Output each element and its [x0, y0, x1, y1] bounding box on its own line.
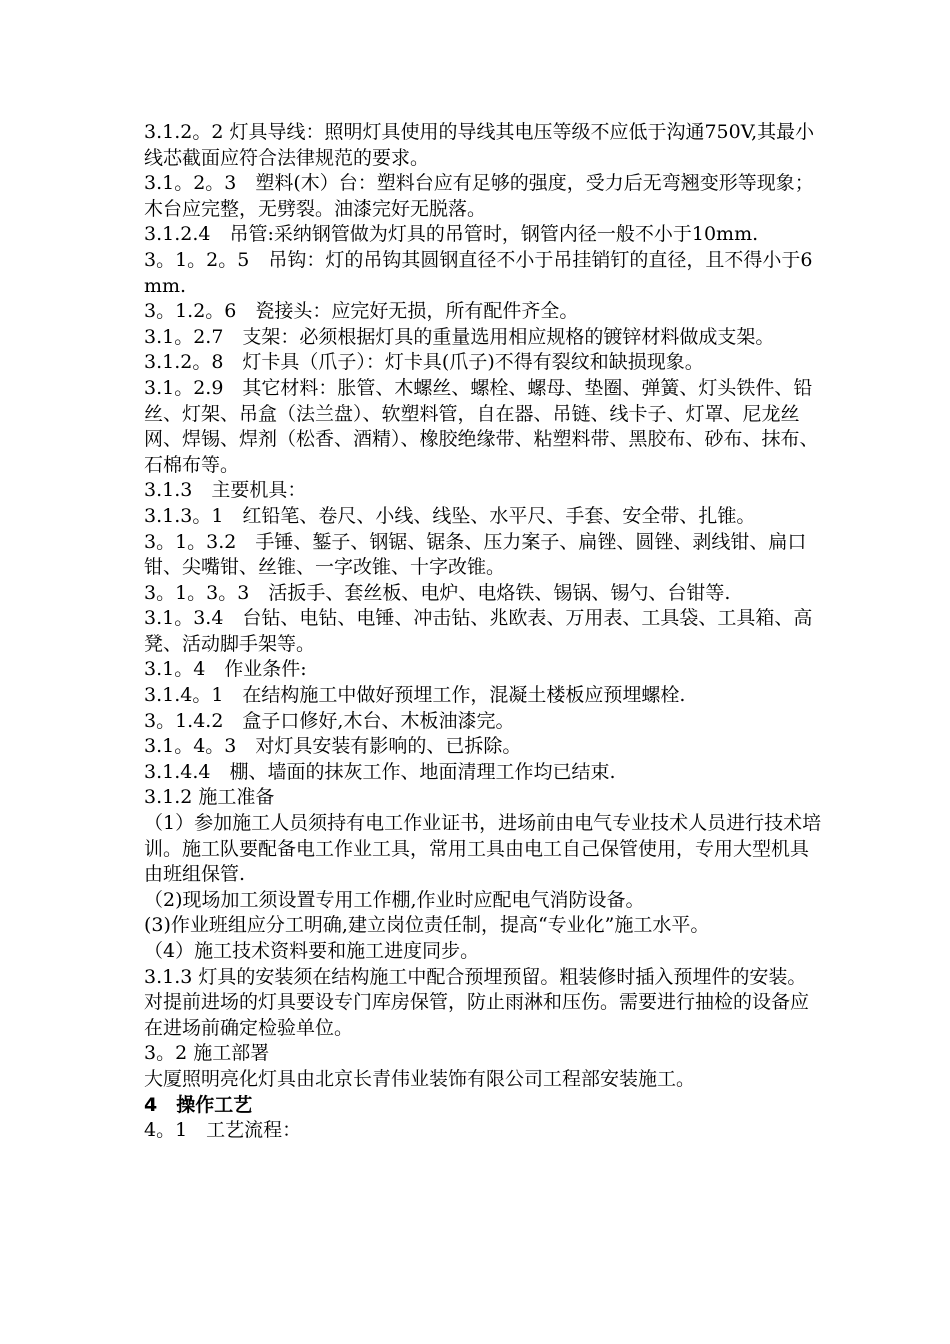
para-3-1-3-4: 3.1。3.4 台钻、电钻、电锤、冲击钻、兆欧表、万用表、工具袋、工具箱、高凳、活动脚手架等。: [144, 607, 813, 655]
para-3-1-3-3: 3。1。3。3 活扳手、套丝板、电炉、电烙铁、锡锅、锡勺、台钳等.: [144, 581, 731, 604]
para-3-1-4-3: 3.1。4。3 对灯具安装有影响的、已拆除。: [144, 735, 522, 758]
prep-item-2: （2)现场加工须设置专用工作棚,作业时应配电气消防设备。: [144, 888, 645, 911]
para-3-1-2-4: 3.1.2.4 吊管:采纳钢管做为灯具的吊管时，钢管内径一般不小于10mm.: [144, 223, 759, 246]
para-3-1-3-2: 3。1。3.2 手锤、錾子、钢锯、锯条、压力案子、扁锉、圆锉、剥线钳、扁口钳、尖嘴钳、丝锥、一字改锥、十字改锥。: [144, 530, 807, 579]
prep-item-4: （4）施工技术资料要和施工进度同步。: [144, 940, 480, 962]
para-3-1-2-8: 3.1.2。8 灯卡具（爪子）：灯卡具(爪子)不得有裂纹和缺损现象。: [144, 351, 704, 374]
para-process-flow: 4。1 工艺流程：: [144, 1119, 302, 1142]
para-3-1-3: 3.1.3 主要机具：: [144, 479, 307, 502]
para-3-1-4: 3.1。4 作业条件:: [144, 658, 307, 681]
para-3-1-2-7: 3.1。2.7 支架：必须根据灯具的重量选用相应规格的镀锌材料做成支架。: [144, 325, 775, 348]
para-3-1-4-2: 3。1.4.2 盒子口修好,木台、木板油漆完。: [144, 709, 515, 732]
prep-item-3: (3)作业班组应分工明确,建立岗位责任制，提高“专业化”施工水平。: [144, 914, 710, 937]
para-deployment: 大厦照明亮化灯具由北京长青伟业装饰有限公司工程部安装施工。: [144, 1067, 696, 1090]
para-3-1-2-6: 3。1.2。6 瓷接头：应完好无损，所有配件齐全。: [144, 300, 579, 323]
para-3-1-4-4: 3.1.4.4 棚、墙面的抹灰工作、地面清理工作均已结束.: [144, 760, 616, 783]
para-3-1-2-9: 3.1。2.9 其它材料：胀管、木螺丝、螺栓、螺母、垫圈、弹簧、灯头铁件、铅丝、灯架、吊盒（法兰盘）、软塑料管，自在器、吊链、线卡子、灯罩、尼龙丝网、焊锡、焊剂（松香、酒精）、橡胶绝缘带、粘塑料带、黑胶布、砂布、抹布、石棉布等。: [144, 376, 819, 476]
para-3-1-2-5: 3。1。2。5 吊钩：灯的吊钩其圆钢直径不小于吊挂销钉的直径，且不得小于6mm.: [144, 248, 813, 297]
heading-operation-process: 4 操作工艺: [144, 1093, 253, 1116]
section-construction-deployment: 3。2 施工部署: [144, 1042, 270, 1065]
prep-item-1: （1）参加施工人员须持有电工作业证书，进场前由电气专业技术人员进行技术培训。施工队要配备电工作业工具，常用工具由电工自己保管使用，专用大型机具由班组保管.: [144, 812, 822, 886]
para-3-1-2-2: 3.1.2。2 灯具导线：照明灯具使用的导线其电压等级不应低于沟通750V,其最小线芯截面应符合法律规范的要求。: [144, 121, 815, 169]
para-3-1-3-1: 3.1.3。1 红铅笔、卷尺、小线、线坠、水平尺、手套、安全带、扎锥。: [144, 504, 756, 527]
document-page: [144, 120, 824, 1144]
para-3-1-2-3: 3.1。2。3 塑料(木）台：塑料台应有足够的强度，受力后无弯翘变形等现象；木台应完整，无劈裂。油漆完好无脱落。: [144, 172, 814, 220]
para-lamp-installation: 3.1.3 灯具的安装须在结构施工中配合预埋预留。粗装修时插入预埋件的安装。对提前进场的灯具要设专门库房保管，防止雨淋和压伤。需要进行抽检的设备应在进场前确定检验单位。: [144, 965, 810, 1039]
section-construction-prep: 3.1.2 施工准备: [144, 786, 275, 809]
para-3-1-4-1: 3.1.4。1 在结构施工中做好预埋工作，混凝土楼板应预埋螺栓.: [144, 684, 686, 707]
